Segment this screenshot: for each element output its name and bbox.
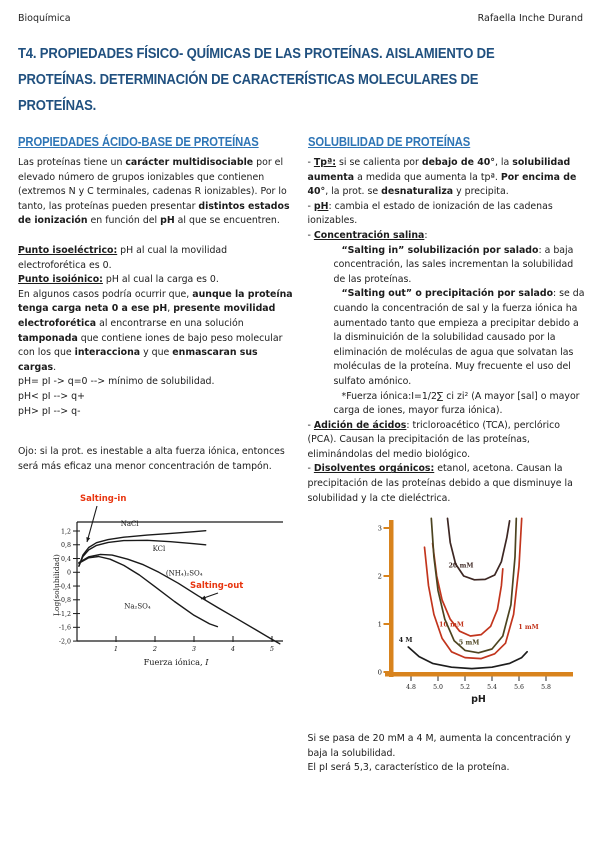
page-header [0, 0, 600, 24]
header-subject: Bioquímica [18, 13, 71, 24]
paragraph: pH= pI -> q=0 --> mínimo de solubilidad. [18, 376, 215, 388]
right-column-footer [308, 732, 586, 776]
svg-text:4: 4 [230, 645, 236, 654]
svg-text:pH: pH [470, 694, 486, 706]
svg-text:5 mM: 5 mM [458, 638, 479, 647]
svg-text:KCl: KCl [152, 545, 166, 554]
paragraph: - Tpª: si se calienta por debajo de 40°, la solubilidad aumenta a medida que aumenta la tpª. Por encima de 40°, la prot. se desnaturaliza y precipita. [307, 157, 577, 198]
svg-text:2: 2 [152, 645, 158, 654]
svg-text:NaCl: NaCl [120, 520, 139, 529]
svg-text:-0,4: -0,4 [58, 583, 71, 591]
right-column [308, 135, 586, 776]
paragraph: - pH: cambia el estado de ionización de las cadenas ionizables. [307, 200, 553, 227]
paragraph: Punto isoeléctrico: pH al cual la movilidad electroforética es 0. [18, 244, 228, 271]
svg-text:10 mM: 10 mM [438, 620, 464, 629]
section-heading-solubility: SOLUBILIDAD DE PROTEÍNAS [307, 135, 470, 149]
svg-text:1: 1 [377, 620, 382, 629]
svg-text:1 mM: 1 mM [517, 623, 539, 632]
paragraph: - Concentración salina: [307, 229, 428, 241]
svg-text:1: 1 [113, 645, 119, 654]
left-column-paragraphs [18, 156, 296, 474]
svg-text:(NH₄)₂SO₄: (NH₄)₂SO₄ [165, 570, 203, 579]
salting-chart [50, 486, 296, 678]
paragraph: pH< pI --> q+ [18, 390, 85, 402]
paragraph: Las proteínas tiene un carácter multidisociable por el elevado número de grupos ionizables que contienen (extremos N y C terminales, cadenas R ionizables). Por lo tanto, las proteínas pueden presentar distintos estados de ionización en función del pH al que se encuentren. [18, 157, 290, 227]
page-title: T4. PROPIEDADES FÍSICO- QUÍMICAS DE LAS PROTEÍNAS. AISLAMIENTO DE PROTEÍNAS. DETERMINACIÓN DE CARACTERÍSTICAS MOLECULARES DE PROTEÍNAS. [18, 45, 495, 114]
paragraph: “Salting in” solubilización por salado: a baja concentración, las sales incrementan la solubilidad de las proteínas. [333, 244, 574, 285]
svg-text:0: 0 [377, 668, 382, 677]
svg-text:4 M: 4 M [398, 636, 412, 645]
svg-text:4.8: 4.8 [405, 684, 416, 692]
svg-text:1,2: 1,2 [60, 528, 71, 536]
svg-text:5.0: 5.0 [432, 684, 443, 692]
svg-text:5: 5 [269, 645, 275, 654]
svg-text:3: 3 [377, 524, 382, 533]
paragraph: - Adición de ácidos: tricloroacético (TCA), perclórico (PCA). Causan la precipitación de las proteínas, eliminándolas del medio biológico. [307, 419, 560, 460]
svg-text:2: 2 [377, 572, 382, 581]
header-author: Rafaella Inche Durand [477, 13, 583, 24]
svg-text:Fuerza iónica, I: Fuerza iónica, I [143, 657, 209, 668]
paragraph: Si se pasa de 20 mM a 4 M, aumenta la concentración y baja la solubilidad. [307, 733, 571, 759]
svg-text:-1,6: -1,6 [58, 624, 71, 632]
paragraph: En algunos casos podría ocurrir que, aunque la proteína tenga carga neta 0 a ese pH, presente movilidad electroforética al encontrarse en una solución tamponada que contiene iones de bajo peso molecular con los que interacciona y que enmascaran sus cargas. [18, 288, 293, 373]
svg-text:5.8: 5.8 [540, 684, 551, 692]
svg-text:-0,8: -0,8 [58, 597, 71, 605]
svg-text:5.4: 5.4 [486, 684, 497, 692]
svg-text:0,8: 0,8 [60, 542, 71, 550]
paragraph: “Salting out” o precipitación por salado: se da cuando la concentración de sal y la fuerza iónica ha aumentado tanto que empieza a precipitar debido a la disminuición de la solubilidad causado por la eliminación de moléculas de agua que solvatan las moléculas de la proteína. Muy frecuente el uso del sulfato amónico. [333, 288, 585, 387]
section-heading-acid-base: PROPIEDADES ÁCIDO-BASE DE PROTEÍNAS [18, 135, 259, 149]
svg-text:-2,0: -2,0 [58, 638, 71, 646]
paragraph: El pI será 5,3, característico de la proteína. [307, 762, 510, 774]
svg-text:5.2: 5.2 [459, 684, 470, 692]
content-columns [0, 119, 600, 776]
ph-solubility-chart-svg [376, 516, 581, 710]
svg-text:Na₂SO₄: Na₂SO₄ [124, 602, 151, 611]
paragraph: - Disolventes orgánicos: etanol, acetona. Causan la precipitación de las proteínas debido a que disminuye la solubilidad y la cte dieléctrica. [307, 463, 573, 504]
paragraph: pH> pI --> q- [18, 405, 81, 417]
paragraph: Ojo: si la prot. es inestable a alta fuerza iónica, entonces será más eficaz una menor concentración de tampón. [18, 446, 285, 472]
svg-text:Log(solubilidad): Log(solubilidad) [52, 554, 61, 617]
paragraph: *Fuerza iónica:I=1/2∑ ci zi² (A mayor [sal] o mayor carga de iones, mayor furza iónica). [333, 390, 580, 417]
salting-chart-svg [50, 486, 290, 678]
svg-text:Salting-in: Salting-in [80, 494, 127, 505]
svg-text:-1,2: -1,2 [58, 611, 71, 619]
right-column-paragraphs [308, 156, 586, 506]
svg-text:5.6: 5.6 [513, 684, 524, 692]
svg-text:0: 0 [66, 569, 71, 577]
ph-solubility-chart [376, 516, 586, 710]
paragraph: Punto isoiónico: pH al cual la carga es 0. [18, 274, 219, 286]
svg-text:Salting-out: Salting-out [190, 581, 244, 592]
svg-text:3: 3 [191, 645, 197, 654]
svg-text:20 mM: 20 mM [447, 561, 473, 570]
left-column [18, 135, 296, 776]
svg-text:0,4: 0,4 [60, 556, 71, 564]
